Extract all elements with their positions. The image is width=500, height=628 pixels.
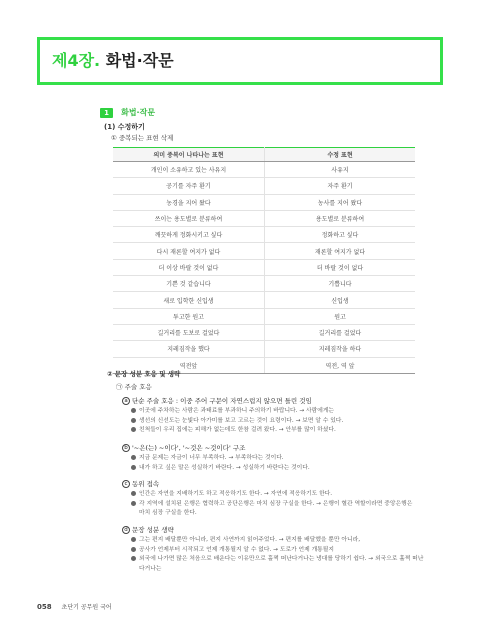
- example-list: [131, 536, 431, 574]
- example-line: [131, 565, 431, 575]
- example-text: 내가 하고 싶은 말은 성실하기 바란다. → 성실하기 바란다는 것이다.: [139, 464, 310, 471]
- example-bullet-icon: [131, 465, 136, 470]
- item-heading: [122, 396, 312, 405]
- page-footer: [37, 602, 112, 611]
- example-list: [131, 490, 431, 519]
- example-bullet-icon: [131, 455, 136, 460]
- example-bullet-icon: [131, 418, 136, 423]
- example-bullet-icon: [131, 537, 136, 542]
- example-text: 그는 편지 배달뿐만 아니라, 편지 사연까지 읽어주었다. → 편지를 배달했을 뿐만 아니라,: [139, 537, 361, 543]
- item-mark: d: [122, 526, 130, 534]
- table-cell-corrected: 자주 환기: [265, 178, 416, 194]
- table-cell-original: 기쁜 것 같습니다: [113, 276, 265, 292]
- table-cell-corrected: 사유지: [265, 162, 416, 178]
- example-text: 인간은 자연을 지배하기도 하고 적응하기도 한다. → 자연에 적응하기도 한다.: [139, 491, 333, 497]
- example-line: [131, 417, 431, 427]
- example-bullet-icon: [131, 501, 136, 506]
- table-cell-original: 투고한 원고: [113, 308, 265, 324]
- book-title: 초단기 공무원 국어: [61, 604, 112, 611]
- example-list: [131, 454, 431, 473]
- table-row: [113, 178, 415, 194]
- redundancy-table: [113, 147, 415, 374]
- example-text: 외국에 나가면 많은 처음으로 배운다는 이유만으로 홀쩍 떠난다거나는 냉대를 당하기 쉽다. → 외국으로 훌쩍 떠난: [139, 556, 424, 562]
- table-row: [113, 276, 415, 292]
- item-heading: [122, 443, 245, 452]
- table-row: [113, 194, 415, 210]
- subsection-heading-4: ㉠ 주술 호응: [116, 383, 152, 391]
- example-bullet-icon: [131, 491, 136, 496]
- example-bullet-icon: [131, 427, 136, 432]
- table-cell-original: 지레짐작을 했다: [113, 341, 265, 357]
- item-heading: [122, 525, 174, 534]
- table-header-original: 의미 중복이 나타나는 표현: [113, 148, 265, 162]
- example-line: [131, 509, 431, 519]
- table-cell-corrected: 역전, 역 앞: [265, 357, 416, 373]
- table-row: [113, 243, 415, 259]
- table-cell-corrected: 더 바랄 것이 없다: [265, 259, 416, 275]
- table-cell-original: 쓰이는 용도별로 분류하여: [113, 210, 265, 226]
- table-row: [113, 308, 415, 324]
- table-cell-corrected: 재론할 여지가 없다: [265, 243, 416, 259]
- table-cell-original: 깨끗하게 정화시키고 싶다: [113, 227, 265, 243]
- table-row: [113, 324, 415, 340]
- table-row: [113, 210, 415, 226]
- example-bullet-icon: [131, 408, 136, 413]
- example-line: [131, 464, 431, 474]
- example-list: [131, 407, 431, 436]
- example-text: 각 지역에 설치된 은행은 협력하고 공단은행은 마치 심장 구실을 한다. → 은행이 혈관 역할이라면 중앙은행은: [139, 500, 413, 507]
- item-heading-text: '~은(는) ~이다', '~것은 ~것이다' 구조: [132, 444, 246, 452]
- chapter-number: 제4장.: [52, 51, 101, 70]
- table-row: [113, 227, 415, 243]
- item-heading-text: 문장 성분 생략: [132, 526, 174, 534]
- section-header: [100, 102, 156, 117]
- table-cell-corrected: 신입생: [265, 292, 416, 308]
- example-line: [131, 500, 431, 510]
- example-line: [131, 426, 431, 436]
- table-cell-corrected: 기쁩니다: [265, 276, 416, 292]
- example-line: [131, 555, 431, 565]
- example-text: 친척들이 우리 집에는 피해가 없는데도 한참 걸려 왔다. → 안부를 많이 하셨다.: [139, 427, 336, 433]
- table-cell-original: 더 이상 바랄 것이 없다: [113, 259, 265, 275]
- page-number: 058: [37, 603, 52, 611]
- table-cell-corrected: 지레짐작을 하다: [265, 341, 416, 357]
- item-heading: [122, 479, 159, 488]
- chapter-title: [52, 48, 174, 71]
- item-mark: a: [122, 397, 130, 405]
- example-text: 공사가 언제부터 시작되고 언제 개통될지 알 수 없다. → 도로가 언제 개통될지: [139, 546, 334, 553]
- table-row: [113, 341, 415, 357]
- example-text: 다거나는: [139, 565, 162, 572]
- subsection-heading-3: ② 문장 성분 호응 및 생략: [107, 370, 181, 378]
- table-cell-original: 길거리를 도보로 걸었다: [113, 324, 265, 340]
- table-cell-corrected: 길거리를 걸었다: [265, 324, 416, 340]
- item-mark: c: [122, 480, 130, 488]
- example-line: [131, 490, 431, 500]
- example-line: [131, 546, 431, 556]
- table-cell-original: 새로 입학한 신입생: [113, 292, 265, 308]
- table-header-row: [113, 148, 415, 162]
- table-cell-original: 공기를 자주 환기: [113, 178, 265, 194]
- example-text: 이곳에 주차하는 사람은 과태료를 부과하니 주의하기 바랍니다. → 사람에게는: [139, 408, 335, 414]
- example-line: [131, 536, 431, 546]
- item-heading-text: 동위 접속: [132, 480, 160, 488]
- item-heading-text: 단순 주술 호응 : 이중 주어 구문이 자연스럽지 않으면 틀린 것임: [132, 397, 312, 405]
- item-mark: b: [122, 444, 130, 452]
- example-line: [131, 454, 431, 464]
- example-line: [131, 407, 431, 417]
- table-cell-corrected: 원고: [265, 308, 416, 324]
- subsection-number: ①: [111, 134, 117, 142]
- chapter-name: 화법·작문: [105, 51, 174, 70]
- table-cell-corrected: 농사를 지어 왔다: [265, 194, 416, 210]
- example-bullet-icon: [131, 547, 136, 552]
- table-cell-corrected: 용도별로 분류하여: [265, 210, 416, 226]
- section-badge: 1: [100, 108, 113, 118]
- example-text: 마치 심장 구실을 한다.: [139, 510, 197, 516]
- table-cell-corrected: 정화하고 싶다: [265, 227, 416, 243]
- example-text: 지금 문제는 자금이 너무 부족하다. → 부족하다는 것이다.: [139, 455, 284, 461]
- example-text: 생선의 신선도는 눈빛다 아가미를 보고 고르는 것이 요령이다. → 보면 알 수 있다.: [139, 417, 344, 424]
- subsection-heading-1: (1) 수정하기: [104, 123, 145, 131]
- table-row: [113, 292, 415, 308]
- table-header-corrected: 수정 표현: [265, 148, 416, 162]
- example-bullet-icon: [131, 556, 136, 561]
- section-title: 화법·작문: [121, 108, 156, 117]
- table-cell-original: 개인이 소유하고 있는 사유지: [113, 162, 265, 178]
- table-cell-original: 역전앞: [113, 357, 265, 373]
- subsection-label: 중복되는 표현 삭제: [118, 134, 174, 142]
- table-cell-original: 다시 재론할 여지가 없다: [113, 243, 265, 259]
- table-row: [113, 259, 415, 275]
- subsection-heading-2: [111, 133, 173, 142]
- chapter-header-box: [37, 37, 443, 85]
- table-row: [113, 162, 415, 178]
- table-cell-original: 농경을 지어 왔다: [113, 194, 265, 210]
